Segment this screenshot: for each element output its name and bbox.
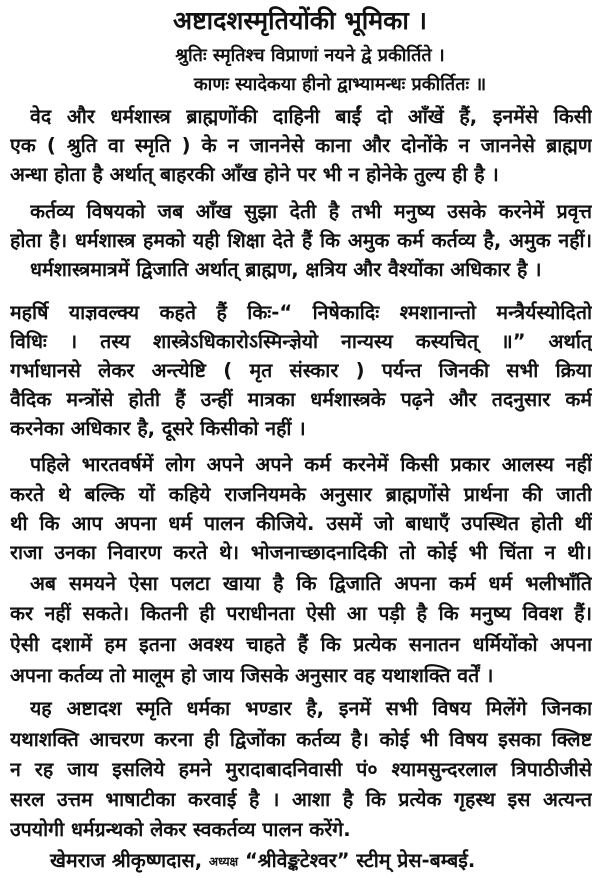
press-name: “श्रीवेङ्कटेश्वर” स्टीम् प्रेस-बम्बई. xyxy=(244,849,476,872)
paragraph-line: वैदिक मन्त्रोंसे होती हैं उन्हीं मात्रका धर्मशास्त्रके पढ़ने और तदनुसार कर्म xyxy=(10,388,592,411)
paragraph-line: एक ( श्रुति वा स्मृति ) के न जाननेसे काना और दोनोंके न जाननेसे ब्राह्मण xyxy=(10,134,592,157)
paragraph-line: कर नहीं सकते। कितनी ही पराधीनता ऐसी आ पड़ी है कि मनुष्य विवश हैं। xyxy=(10,602,592,625)
paragraph-line: अन्धा होता है अर्थात् बाहरकी आँख होने पर भी न होनेके तुल्य ही है । xyxy=(10,163,499,186)
publisher-signature xyxy=(50,846,595,877)
verse-line-2: काणः स्यादेकया हीनो द्वाभ्यामन्धः प्रकीर्तितः ॥ xyxy=(193,74,487,95)
paragraph-line: न रह जाय इसलिये हमने मुरादाबादनिवासी पं० श्यामसुन्दरलाल त्रिपाठीजीसे xyxy=(10,758,592,781)
paragraph-line: पहिले भारतवर्षमें लोग अपने अपने कर्म करनेमें किसी प्रकार आलस्य नहीं xyxy=(30,453,592,476)
paragraph-line: यथाशक्ति आचरण करना ही द्विजोंका कर्तव्य है। कोई भी विषय इसका क्लिष्ट xyxy=(10,728,592,751)
paragraph-line: सरल उत्तम भाषाटीका करवाई है । आशा है कि प्रत्येक गृहस्थ इस अत्यन्त xyxy=(10,788,592,811)
paragraph-line: धर्मशास्त्रमात्रमें द्विजाति अर्थात् ब्राह्मण, क्षत्रिय और वैश्योंका अधिकार है । xyxy=(30,258,542,281)
paragraph-line: थी कि आप अपना धर्म पालन कीजिये. उसमें जो बाधाएँ उपस्थित होती थीं xyxy=(10,512,592,535)
paragraph-line: करनेका अधिकार है, दूसरे किसीको नहीं । xyxy=(10,417,306,440)
paragraph-line: राजा उनका निवारण करते थे। भोजनाच्छादनादिकी तो कोई भी चिंता न थी। xyxy=(10,541,592,564)
publisher-name: खेमराज श्रीकृष्णदास, xyxy=(50,849,203,872)
paragraph-line: अब समयने ऐसा पलटा खाया है कि द्विजाति अपना कर्म धर्म भलीभाँति xyxy=(30,572,592,595)
paragraph-line: वेद और धर्मशास्त्र ब्राह्मणोंकी दाहिनी बाईं दो आँखें हैं, इनमेंसे किसी xyxy=(30,105,592,128)
verse-line-1: श्रुतिः स्मृतिश्च विप्राणां नयने द्वे प्रकीर्तिते । xyxy=(175,45,445,66)
paragraph-line: अपना कर्तव्य तो मालूम हो जाय जिसके अनुसार वह यथाशक्ति वर्तें । xyxy=(10,664,494,687)
paragraph-line: उपयोगी धर्मग्रन्थको लेकर स्वकर्तव्य पालन करेंगे. xyxy=(10,818,351,841)
paragraph-line: करते थे बल्कि यों कहिये राजनियमके अनुसार ब्राह्मणोंसे प्रार्थना की जाती xyxy=(10,483,592,506)
paragraph-line: ऐसी दशामें हम इतना अवश्य चाहते हैं कि प्रत्येक सनातन धर्मियोंको अपना xyxy=(10,633,592,656)
publisher-role: अध्यक्ष xyxy=(208,854,239,869)
paragraph-line: विधिः । तस्य शास्त्रेऽधिकारोऽस्मिन्ज्ञेयो नान्यस्य कस्यचित् ॥” अर्थात् xyxy=(10,330,592,353)
paragraph-line: महर्षि याज्ञवल्क्य कहते हैं किः-“ निषेकादिः श्मशानान्तो मन्त्रैर्यस्योदितो xyxy=(10,301,592,324)
paragraph-line: होता है। धर्मशास्त्र हमको यही शिक्षा देते हैं कि अमुक कर्म कर्तव्य है, अमुक नहीं। xyxy=(10,229,592,252)
page-title: अष्टादशस्मृतियोंकी भूमिका । xyxy=(172,6,428,35)
paragraph-line: कर्तव्य विषयको जब आँख सुझा देती है तभी मनुष्य उसके करनेमें प्रवृत्त xyxy=(30,200,592,223)
paragraph-line: यह अष्टादश स्मृति धर्मका भण्डार है, इनमें सभी विषय मिलेंगे जिनका xyxy=(30,697,592,720)
paragraph-line: गर्भाधानसे लेकर अन्त्येष्टि ( मृत संस्कार ) पर्यन्त जिनकी सभी क्रिया xyxy=(10,359,592,382)
